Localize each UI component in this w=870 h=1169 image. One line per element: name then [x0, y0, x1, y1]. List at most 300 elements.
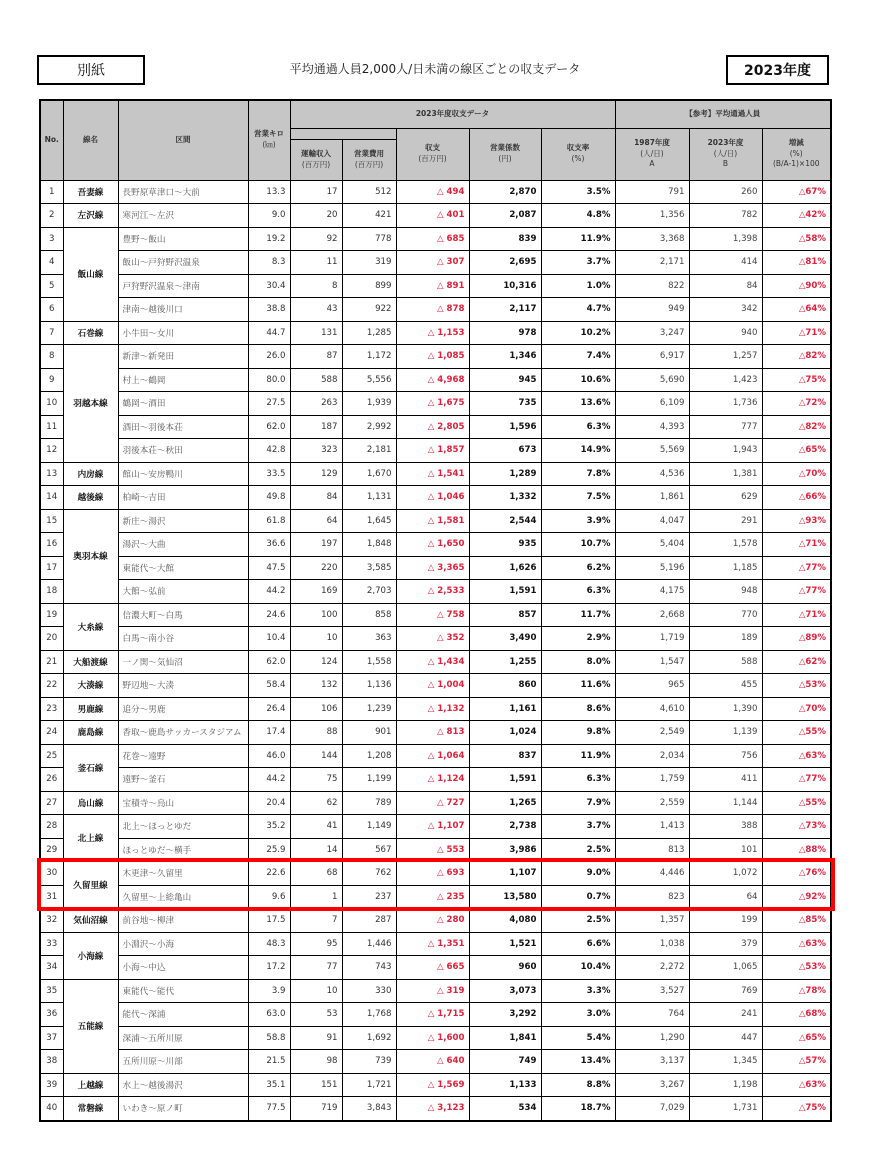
operating-coefficient-cell: 749 [469, 1050, 541, 1074]
change-cell: △68% [762, 1003, 831, 1027]
pax-2023-cell: 629 [689, 486, 762, 510]
row-number-cell: 15 [40, 509, 63, 533]
operating-km-cell: 58.4 [248, 674, 290, 698]
pax-1987-cell: 2,668 [615, 603, 689, 627]
row-number-cell: 7 [40, 321, 63, 345]
operating-km-cell: 61.8 [248, 509, 290, 533]
pax-2023-cell: 588 [689, 650, 762, 674]
row-number-cell: 31 [40, 885, 63, 909]
row-number-cell: 25 [40, 744, 63, 768]
table-body [40, 180, 831, 1121]
operating-coefficient-cell: 1,133 [469, 1073, 541, 1097]
operating-km-cell: 22.6 [248, 862, 290, 886]
transport-revenue-cell: 68 [290, 862, 342, 886]
balance-ratio-cell: 6.3% [541, 580, 615, 604]
line-name-cell: 気仙沼線 [63, 909, 118, 933]
operating-coefficient-cell: 3,292 [469, 1003, 541, 1027]
header-pax-2023-unit: (人/日) [713, 148, 738, 158]
operating-cost-cell: 739 [342, 1050, 396, 1074]
row-number-cell: 9 [40, 368, 63, 392]
balance-cell: △ 1,600 [396, 1026, 469, 1050]
operating-cost-cell: 1,558 [342, 650, 396, 674]
section-cell: 前谷地～柳津 [118, 909, 248, 933]
table-row [40, 580, 831, 604]
row-number-cell: 2 [40, 204, 63, 228]
section-cell: 北上～ほっとゆだ [118, 815, 248, 839]
balance-cell: △ 3,365 [396, 556, 469, 580]
pax-2023-cell: 1,185 [689, 556, 762, 580]
header-revenue-unit: (百万円) [301, 159, 331, 169]
operating-coefficient-cell: 1,161 [469, 697, 541, 721]
pax-1987-cell: 822 [615, 274, 689, 298]
section-cell: 能代～深浦 [118, 1003, 248, 1027]
header-change-formula: (B/A-1)×100 [772, 159, 820, 169]
operating-coefficient-cell: 3,073 [469, 979, 541, 1003]
line-name-cell: 大湊線 [63, 674, 118, 698]
section-cell: 遠野～釜石 [118, 768, 248, 792]
header-operating-km-label: 営業キロ [254, 129, 284, 139]
change-cell: △78% [762, 979, 831, 1003]
pax-2023-cell: 1,139 [689, 721, 762, 745]
transport-revenue-cell: 43 [290, 298, 342, 322]
section-cell: 野辺地～大湊 [118, 674, 248, 698]
pax-2023-cell: 199 [689, 909, 762, 933]
pax-1987-cell: 4,175 [615, 580, 689, 604]
operating-cost-cell: 901 [342, 721, 396, 745]
section-cell: 村上～鶴岡 [118, 368, 248, 392]
table-row [40, 368, 831, 392]
operating-coefficient-cell: 735 [469, 392, 541, 416]
row-number-cell: 13 [40, 462, 63, 486]
pax-1987-cell: 1,413 [615, 815, 689, 839]
pax-1987-cell: 949 [615, 298, 689, 322]
row-number-cell: 33 [40, 932, 63, 956]
line-name-cell: 吾妻線 [63, 180, 118, 204]
pax-2023-cell: 189 [689, 627, 762, 651]
operating-coefficient-cell: 1,024 [469, 721, 541, 745]
change-cell: △89% [762, 627, 831, 651]
table-row [40, 650, 831, 674]
operating-cost-cell: 1,285 [342, 321, 396, 345]
section-cell: 一ノ関～気仙沼 [118, 650, 248, 674]
balance-cell: △ 685 [396, 227, 469, 251]
change-cell: △66% [762, 486, 831, 510]
transport-revenue-cell: 41 [290, 815, 342, 839]
transport-revenue-cell: 91 [290, 1026, 342, 1050]
pax-1987-cell: 6,109 [615, 392, 689, 416]
line-name-cell: 常磐線 [63, 1097, 118, 1121]
pax-2023-cell: 782 [689, 204, 762, 228]
operating-km-cell: 19.2 [248, 227, 290, 251]
balance-ratio-cell: 10.7% [541, 533, 615, 557]
balance-ratio-cell: 3.9% [541, 509, 615, 533]
change-cell: △63% [762, 932, 831, 956]
row-number-cell: 8 [40, 345, 63, 369]
change-cell: △65% [762, 439, 831, 463]
operating-km-cell: 44.2 [248, 580, 290, 604]
pax-1987-cell: 3,247 [615, 321, 689, 345]
row-number-cell: 18 [40, 580, 63, 604]
table-row [40, 486, 831, 510]
pax-1987-cell: 2,171 [615, 251, 689, 275]
operating-coefficient-cell: 1,841 [469, 1026, 541, 1050]
row-number-cell: 14 [40, 486, 63, 510]
pax-2023-cell: 1,144 [689, 791, 762, 815]
transport-revenue-cell: 17 [290, 180, 342, 204]
change-cell: △71% [762, 321, 831, 345]
section-cell: 水上～越後湯沢 [118, 1073, 248, 1097]
balance-cell: △ 1,857 [396, 439, 469, 463]
header-balance-unit: (百万円) [418, 154, 447, 163]
row-number-cell: 35 [40, 979, 63, 1003]
operating-cost-cell: 1,131 [342, 486, 396, 510]
change-cell: △93% [762, 509, 831, 533]
pax-2023-cell: 770 [689, 603, 762, 627]
row-number-cell: 5 [40, 274, 63, 298]
operating-km-cell: 10.4 [248, 627, 290, 651]
operating-cost-cell: 287 [342, 909, 396, 933]
header-cost-unit: (百万円) [354, 159, 384, 169]
table-row [40, 509, 831, 533]
operating-cost-cell: 1,136 [342, 674, 396, 698]
transport-revenue-cell: 53 [290, 1003, 342, 1027]
operating-cost-cell: 319 [342, 251, 396, 275]
section-cell: 鶴岡～酒田 [118, 392, 248, 416]
operating-coefficient-cell: 2,117 [469, 298, 541, 322]
header-group-finance: 2023年度収支データ [290, 100, 615, 128]
pax-1987-cell: 4,536 [615, 462, 689, 486]
transport-revenue-cell: 10 [290, 627, 342, 651]
section-cell: 館山～安房鴨川 [118, 462, 248, 486]
table-row [40, 768, 831, 792]
line-name-cell: 上越線 [63, 1073, 118, 1097]
table-row [40, 862, 831, 886]
operating-km-cell: 9.0 [248, 204, 290, 228]
header-pax-2023-key: B [722, 159, 729, 169]
operating-cost-cell: 512 [342, 180, 396, 204]
table-row [40, 815, 831, 839]
operating-coefficient-cell: 534 [469, 1097, 541, 1121]
header-pax-2023 [689, 128, 762, 180]
operating-km-cell: 46.0 [248, 744, 290, 768]
transport-revenue-cell: 719 [290, 1097, 342, 1121]
balance-cell: △ 693 [396, 862, 469, 886]
operating-cost-cell: 858 [342, 603, 396, 627]
change-cell: △82% [762, 415, 831, 439]
pax-2023-cell: 411 [689, 768, 762, 792]
operating-coefficient-cell: 4,080 [469, 909, 541, 933]
operating-coefficient-cell: 1,626 [469, 556, 541, 580]
line-name-cell: 大船渡線 [63, 650, 118, 674]
operating-cost-cell: 743 [342, 956, 396, 980]
line-name-cell: 五能線 [63, 979, 118, 1073]
section-cell: 信濃大町～白馬 [118, 603, 248, 627]
table-row [40, 1026, 831, 1050]
balance-ratio-cell: 4.8% [541, 204, 615, 228]
operating-cost-cell: 1,768 [342, 1003, 396, 1027]
pax-1987-cell: 1,759 [615, 768, 689, 792]
section-cell: 戸狩野沢温泉～津南 [118, 274, 248, 298]
section-cell: 花巻～遠野 [118, 744, 248, 768]
balance-ratio-cell: 0.7% [541, 885, 615, 909]
transport-revenue-cell: 263 [290, 392, 342, 416]
section-cell: いわき～原ノ町 [118, 1097, 248, 1121]
balance-ratio-cell: 7.8% [541, 462, 615, 486]
change-cell: △62% [762, 650, 831, 674]
operating-coefficient-cell: 1,591 [469, 580, 541, 604]
pax-1987-cell: 1,290 [615, 1026, 689, 1050]
header-operating-coefficient [469, 128, 541, 180]
pax-1987-cell: 5,690 [615, 368, 689, 392]
pax-2023-cell: 414 [689, 251, 762, 275]
balance-cell: △ 2,533 [396, 580, 469, 604]
pax-2023-cell: 379 [689, 932, 762, 956]
balance-cell: △ 319 [396, 979, 469, 1003]
operating-km-cell: 26.4 [248, 697, 290, 721]
balance-ratio-cell: 3.3% [541, 979, 615, 1003]
table-row [40, 674, 831, 698]
transport-revenue-cell: 77 [290, 956, 342, 980]
header-pax-1987 [615, 128, 689, 180]
operating-coefficient-cell: 1,289 [469, 462, 541, 486]
table-row [40, 956, 831, 980]
change-cell: △55% [762, 791, 831, 815]
line-name-cell: 男鹿線 [63, 697, 118, 721]
transport-revenue-cell: 8 [290, 274, 342, 298]
change-cell: △82% [762, 345, 831, 369]
pax-2023-cell: 291 [689, 509, 762, 533]
pax-1987-cell: 2,034 [615, 744, 689, 768]
table-row [40, 298, 831, 322]
balance-cell: △ 401 [396, 204, 469, 228]
change-cell: △57% [762, 1050, 831, 1074]
header-operating-km-unit: (㎞) [262, 140, 276, 150]
transport-revenue-cell: 11 [290, 251, 342, 275]
section-cell: 小淵沢～小海 [118, 932, 248, 956]
transport-revenue-cell: 129 [290, 462, 342, 486]
section-cell: 酒田～羽後本荘 [118, 415, 248, 439]
balance-cell: △ 1,046 [396, 486, 469, 510]
operating-cost-cell: 2,703 [342, 580, 396, 604]
balance-cell: △ 813 [396, 721, 469, 745]
balance-cell: △ 1,064 [396, 744, 469, 768]
transport-revenue-cell: 588 [290, 368, 342, 392]
transport-revenue-cell: 151 [290, 1073, 342, 1097]
operating-coefficient-cell: 1,332 [469, 486, 541, 510]
transport-revenue-cell: 132 [290, 674, 342, 698]
section-cell: 豊野～飯山 [118, 227, 248, 251]
operating-coefficient-cell: 3,986 [469, 838, 541, 862]
operating-cost-cell: 3,585 [342, 556, 396, 580]
balance-cell: △ 1,153 [396, 321, 469, 345]
operating-coefficient-cell: 1,596 [469, 415, 541, 439]
balance-ratio-cell: 18.7% [541, 1097, 615, 1121]
pax-2023-cell: 1,398 [689, 227, 762, 251]
balance-ratio-cell: 3.7% [541, 251, 615, 275]
header-no: No. [40, 100, 63, 180]
operating-cost-cell: 1,239 [342, 697, 396, 721]
header-balance-ratio [541, 128, 615, 180]
balance-cell: △ 758 [396, 603, 469, 627]
pax-2023-cell: 1,736 [689, 392, 762, 416]
pax-2023-cell: 1,072 [689, 862, 762, 886]
section-cell: 寒河江～左沢 [118, 204, 248, 228]
operating-cost-cell: 1,149 [342, 815, 396, 839]
transport-revenue-cell: 87 [290, 345, 342, 369]
row-number-cell: 39 [40, 1073, 63, 1097]
header-coef-unit: (円) [498, 154, 512, 163]
balance-cell: △ 878 [396, 298, 469, 322]
operating-km-cell: 20.4 [248, 791, 290, 815]
annex-label: 別紙 [77, 63, 105, 79]
line-name-cell: 石巻線 [63, 321, 118, 345]
pax-1987-cell: 1,356 [615, 204, 689, 228]
table-row [40, 979, 831, 1003]
change-cell: △63% [762, 744, 831, 768]
header-group-reference: 【参考】平均通過人員 [615, 100, 831, 128]
line-name-cell: 飯山線 [63, 227, 118, 321]
balance-ratio-cell: 8.6% [541, 697, 615, 721]
operating-km-cell: 36.6 [248, 533, 290, 557]
balance-ratio-cell: 6.3% [541, 768, 615, 792]
row-number-cell: 3 [40, 227, 63, 251]
transport-revenue-cell: 220 [290, 556, 342, 580]
balance-cell: △ 640 [396, 1050, 469, 1074]
section-cell: 長野原草津口～大前 [118, 180, 248, 204]
operating-cost-cell: 1,721 [342, 1073, 396, 1097]
row-number-cell: 10 [40, 392, 63, 416]
pax-2023-cell: 769 [689, 979, 762, 1003]
balance-cell: △ 2,805 [396, 415, 469, 439]
row-number-cell: 30 [40, 862, 63, 886]
operating-cost-cell: 1,199 [342, 768, 396, 792]
change-cell: △72% [762, 392, 831, 416]
row-number-cell: 16 [40, 533, 63, 557]
section-cell: 東能代～能代 [118, 979, 248, 1003]
balance-ratio-cell: 9.0% [541, 862, 615, 886]
transport-revenue-cell: 88 [290, 721, 342, 745]
operating-cost-cell: 778 [342, 227, 396, 251]
table-row [40, 697, 831, 721]
pax-2023-cell: 1,423 [689, 368, 762, 392]
section-cell: 湯沢～大曲 [118, 533, 248, 557]
pax-2023-cell: 1,198 [689, 1073, 762, 1097]
operating-km-cell: 77.5 [248, 1097, 290, 1121]
row-number-cell: 28 [40, 815, 63, 839]
table-row [40, 791, 831, 815]
change-cell: △77% [762, 556, 831, 580]
balance-ratio-cell: 6.3% [541, 415, 615, 439]
pax-1987-cell: 764 [615, 1003, 689, 1027]
operating-km-cell: 17.5 [248, 909, 290, 933]
header-pax-1987-unit: (人/日) [640, 148, 664, 158]
row-number-cell: 6 [40, 298, 63, 322]
line-name-cell: 小海線 [63, 932, 118, 979]
balance-ratio-cell: 3.5% [541, 180, 615, 204]
pax-2023-cell: 1,345 [689, 1050, 762, 1074]
balance-cell: △ 1,107 [396, 815, 469, 839]
change-cell: △67% [762, 180, 831, 204]
balance-cell: △ 1,715 [396, 1003, 469, 1027]
change-cell: △75% [762, 368, 831, 392]
pax-1987-cell: 813 [615, 838, 689, 862]
pax-2023-cell: 756 [689, 744, 762, 768]
balance-ratio-cell: 1.0% [541, 274, 615, 298]
table-row [40, 345, 831, 369]
balance-cell: △ 1,650 [396, 533, 469, 557]
section-cell: 柏崎～吉田 [118, 486, 248, 510]
header-operating-cost [342, 139, 396, 180]
operating-coefficient-cell: 1,255 [469, 650, 541, 674]
table-row [40, 274, 831, 298]
balance-ratio-cell: 10.2% [541, 321, 615, 345]
operating-km-cell: 25.9 [248, 838, 290, 862]
change-cell: △92% [762, 885, 831, 909]
section-cell: 津南～越後川口 [118, 298, 248, 322]
transport-revenue-cell: 106 [290, 697, 342, 721]
transport-revenue-cell: 187 [290, 415, 342, 439]
operating-coefficient-cell: 13,580 [469, 885, 541, 909]
operating-cost-cell: 3,843 [342, 1097, 396, 1121]
table-row [40, 204, 831, 228]
operating-km-cell: 44.7 [248, 321, 290, 345]
row-number-cell: 36 [40, 1003, 63, 1027]
pax-1987-cell: 5,196 [615, 556, 689, 580]
transport-revenue-cell: 144 [290, 744, 342, 768]
section-cell: 香取～鹿島サッカースタジアム [118, 721, 248, 745]
line-name-cell: 左沢線 [63, 204, 118, 228]
operating-coefficient-cell: 978 [469, 321, 541, 345]
pax-1987-cell: 4,393 [615, 415, 689, 439]
transport-revenue-cell: 14 [290, 838, 342, 862]
line-name-cell: 久留里線 [63, 862, 118, 909]
row-number-cell: 4 [40, 251, 63, 275]
transport-revenue-cell: 131 [290, 321, 342, 345]
balance-ratio-cell: 6.2% [541, 556, 615, 580]
balance-cell: △ 727 [396, 791, 469, 815]
operating-km-cell: 13.3 [248, 180, 290, 204]
pax-1987-cell: 1,547 [615, 650, 689, 674]
change-cell: △76% [762, 862, 831, 886]
pax-2023-cell: 447 [689, 1026, 762, 1050]
transport-revenue-cell: 84 [290, 486, 342, 510]
operating-coefficient-cell: 1,107 [469, 862, 541, 886]
table-row [40, 885, 831, 909]
change-cell: △90% [762, 274, 831, 298]
transport-revenue-cell: 64 [290, 509, 342, 533]
pax-1987-cell: 3,527 [615, 979, 689, 1003]
pax-1987-cell: 4,446 [615, 862, 689, 886]
balance-cell: △ 307 [396, 251, 469, 275]
balance-cell: △ 352 [396, 627, 469, 651]
balance-ratio-cell: 13.6% [541, 392, 615, 416]
balance-cell: △ 553 [396, 838, 469, 862]
operating-cost-cell: 2,992 [342, 415, 396, 439]
line-name-cell: 釜石線 [63, 744, 118, 791]
table-row [40, 909, 831, 933]
transport-revenue-cell: 75 [290, 768, 342, 792]
pax-1987-cell: 3,368 [615, 227, 689, 251]
header-coef-label: 営業係数 [490, 143, 520, 153]
change-cell: △42% [762, 204, 831, 228]
row-number-cell: 37 [40, 1026, 63, 1050]
table-row [40, 462, 831, 486]
table-row [40, 415, 831, 439]
balance-ratio-cell: 2.5% [541, 838, 615, 862]
row-number-cell: 26 [40, 768, 63, 792]
header-ratio-unit: (%) [571, 154, 585, 163]
section-cell: 新津～新発田 [118, 345, 248, 369]
